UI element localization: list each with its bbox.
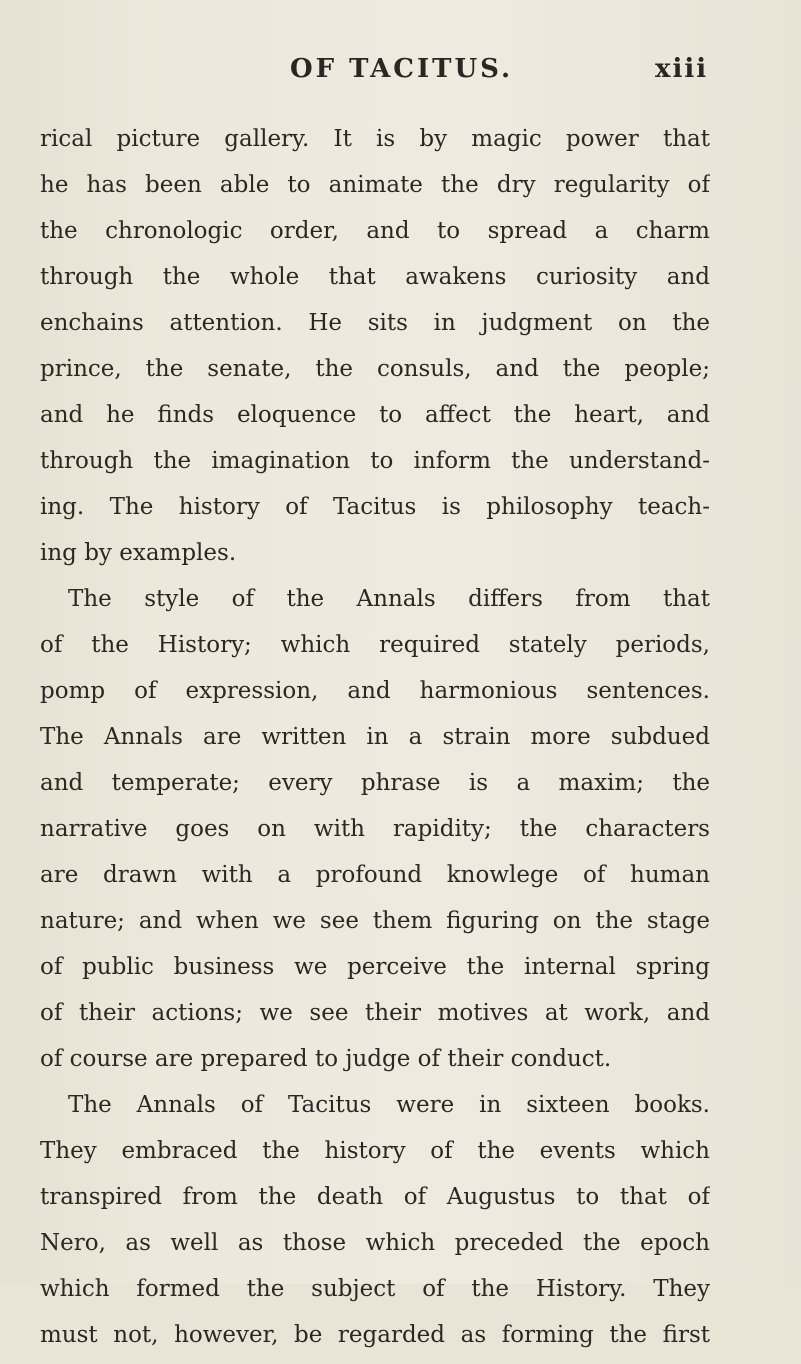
- text-line: The Annals of Tacitus were in sixteen books.: [68, 1092, 710, 1118]
- text-line: enchains attention. He sits in judgment on the: [40, 310, 710, 336]
- text-line: pomp of expression, and harmonious sentences.: [40, 678, 710, 704]
- text-line: rical picture gallery. It is by magic power that: [40, 126, 710, 152]
- text-line: of public business we perceive the internal spring: [40, 954, 710, 980]
- text-line: The style of the Annals differs from that: [68, 586, 710, 612]
- text-line: and temperate; every phrase is a maxim; the: [40, 770, 710, 796]
- text-line: through the imagination to inform the understand-: [40, 448, 710, 474]
- text-line: must not, however, be regarded as forming the first: [40, 1322, 710, 1348]
- text-line: of their actions; we see their motives at work, and: [40, 1000, 710, 1026]
- running-title: OF TACITUS.: [290, 54, 514, 84]
- text-line: prince, the senate, the consuls, and the people;: [40, 356, 710, 382]
- text-line: the chronologic order, and to spread a charm: [40, 218, 710, 244]
- page-number: xiii: [655, 54, 709, 84]
- text-line: which formed the subject of the History. They: [40, 1276, 710, 1302]
- text-line: The Annals are written in a strain more subdued: [40, 724, 710, 750]
- text-line: Nero, as well as those which preceded the epoch: [40, 1230, 710, 1256]
- text-line: of the History; which required stately periods,: [40, 632, 710, 658]
- running-head: [0, 50, 801, 100]
- text-line: through the whole that awakens curiosity and: [40, 264, 710, 290]
- text-line: narrative goes on with rapidity; the characters: [40, 816, 710, 842]
- text-line: and he finds eloquence to affect the heart, and: [40, 402, 710, 428]
- text-line: ing by examples.: [40, 540, 237, 566]
- text-line: he has been able to animate the dry regularity of: [40, 172, 710, 198]
- text-line: nature; and when we see them figuring on the stage: [40, 908, 710, 934]
- text-line: They embraced the history of the events which: [40, 1138, 710, 1164]
- text-line: transpired from the death of Augustus to that of: [40, 1184, 710, 1210]
- text-line: ing. The history of Tacitus is philosophy teach-: [40, 494, 710, 520]
- text-line: are drawn with a profound knowlege of human: [40, 862, 710, 888]
- text-line: of course are prepared to judge of their conduct.: [40, 1046, 612, 1072]
